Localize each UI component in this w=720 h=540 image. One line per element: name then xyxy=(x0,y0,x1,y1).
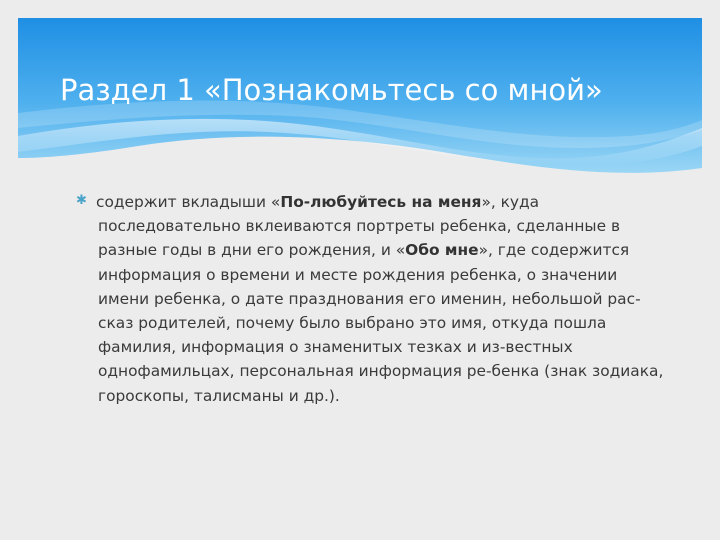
header-wave-graphic xyxy=(18,18,702,208)
paragraph-text-2: », куда последовательно вклеиваются портреты ребенка, сделанные в разные годы в дни его рождения, и « xyxy=(98,193,621,260)
slide-title: Раздел 1 «Познакомьтесь со мной» xyxy=(60,73,603,107)
slide-header-banner xyxy=(18,18,702,208)
paragraph-text-1: содержит вкладыши « xyxy=(96,193,281,211)
asterisk-bullet-icon: ✱ xyxy=(76,193,87,208)
paragraph-bold-2: Обо мне xyxy=(405,241,479,260)
slide-content xyxy=(78,190,668,408)
paragraph-text-3: », где содержится информация о времени и месте рождения ребенка, о значении имени ребенка, о дате празднования его именин, небольшой рас-сказ родителей, почему было выбрано это имя, откуда пошла фамилия, информация о знаменитых тезках и из-вестных однофамильцах, персональная информация ре-бенка (знак зодиака, гороскопы, талисманы и др.). xyxy=(98,241,664,405)
bullet-paragraph xyxy=(78,190,668,408)
paragraph-bold-1: По-любуйтесь на меня xyxy=(280,193,482,211)
